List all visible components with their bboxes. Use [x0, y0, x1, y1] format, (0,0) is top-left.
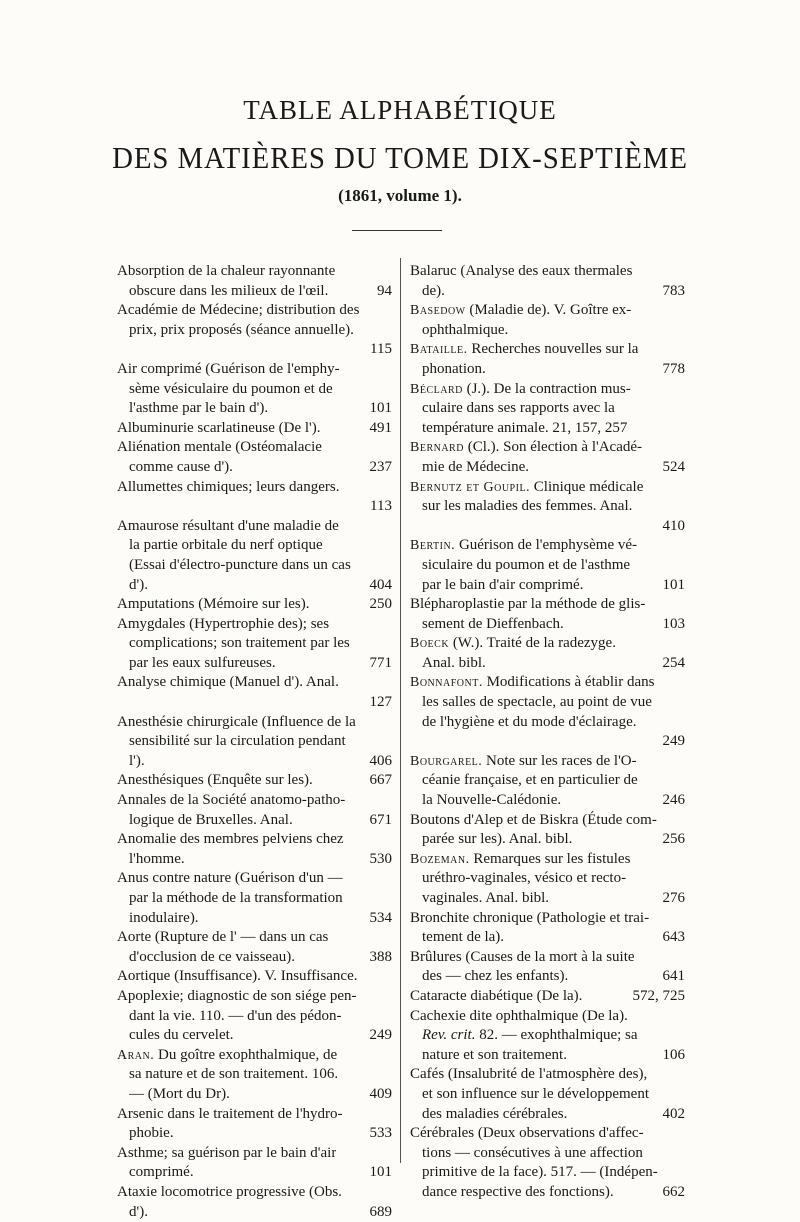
entry-text: Cafés (Insalubrité de l'atmosphère des), [410, 1065, 647, 1085]
index-entry [117, 419, 392, 439]
entry-line [117, 321, 392, 341]
index-entry [410, 595, 685, 634]
entry-line [410, 869, 685, 889]
entry-text: sement de Dieffenbach. [422, 615, 564, 635]
entry-line [410, 693, 685, 713]
entry-line [410, 752, 685, 772]
entry-line [117, 987, 392, 1007]
entry-text: Allumettes chimiques; leurs dangers. [117, 478, 339, 498]
entry-line [410, 830, 685, 850]
entry-text: primitive de la face). 517. — (Indépen- [422, 1163, 658, 1183]
entry-text: Aorte (Rupture de l' — dans un cas [117, 928, 328, 948]
entry-text: de). [422, 282, 445, 302]
entry-line [410, 967, 685, 987]
index-entry [410, 1065, 685, 1124]
column-divider [400, 258, 401, 1163]
entry-text: nature et son traitement. [422, 1046, 567, 1066]
entry-line [410, 1007, 685, 1027]
entry-text: Balaruc (Analyse des eaux thermales [410, 262, 632, 282]
entry-text: Bernutz et Goupil. Clinique médicale [410, 478, 643, 498]
index-entry [117, 791, 392, 830]
entry-line [410, 360, 685, 380]
entry-line [117, 399, 392, 419]
page-number: 572, 725 [629, 987, 686, 1007]
entry-line [410, 615, 685, 635]
entry-line [410, 301, 685, 321]
entry-line [117, 282, 392, 302]
title-rule [352, 230, 442, 231]
entry-text: Anus contre nature (Guérison d'un — [117, 869, 343, 889]
title-line-1: TABLE ALPHABÉTIQUE [0, 95, 800, 126]
page-number: 667 [366, 771, 393, 791]
entry-line [117, 771, 392, 791]
index-entry [410, 262, 685, 301]
index-entry [410, 811, 685, 850]
entry-line [117, 360, 392, 380]
entry-line [117, 301, 392, 321]
index-entry [117, 1144, 392, 1183]
page-number: 402 [659, 1105, 686, 1125]
entry-line [117, 380, 392, 400]
entry-text: tement de la). [422, 928, 504, 948]
index-entry [117, 1105, 392, 1144]
entry-line [117, 948, 392, 968]
index-entry [410, 301, 685, 340]
entry-text: mie de Médecine. [422, 458, 529, 478]
entry-line [410, 262, 685, 282]
index-entry [117, 301, 392, 360]
entry-text: Anesthésie chirurgicale (Influence de la [117, 713, 356, 733]
entry-text: uréthro-vaginales, vésico et recto- [422, 869, 626, 889]
entry-line [410, 419, 685, 439]
entry-line [117, 1105, 392, 1125]
index-entry [117, 673, 392, 712]
index-entry [410, 380, 685, 439]
entry-line [410, 458, 685, 478]
entry-text: Apoplexie; diagnostic de son siége pen- [117, 987, 357, 1007]
index-entry [117, 360, 392, 419]
index-entry [410, 987, 685, 1007]
index-entry [117, 713, 392, 772]
entry-text: Boeck (W.). Traité de la radezyge. [410, 634, 616, 654]
page-number: 237 [366, 458, 393, 478]
page-number: 103 [659, 615, 686, 635]
page-number: 662 [659, 1183, 686, 1203]
index-entry [410, 340, 685, 379]
index-entry [410, 752, 685, 811]
entry-text: Bataille. Recherches nouvelles sur la [410, 340, 638, 360]
entry-line [410, 850, 685, 870]
index-entry [117, 517, 392, 595]
entry-line [117, 928, 392, 948]
entry-line [410, 673, 685, 693]
entry-text: des — chez les enfants). [422, 967, 568, 987]
entry-line [117, 262, 392, 282]
entry-text: dance respective des fonctions). [422, 1183, 614, 1203]
entry-text: Ataxie locomotrice progressive (Obs. [117, 1183, 342, 1203]
entry-line [117, 1085, 392, 1105]
entry-text: culaire dans ses rapports avec la [422, 399, 615, 419]
page-number: 783 [659, 282, 686, 302]
entry-line [410, 1065, 685, 1085]
index-entry [117, 262, 392, 301]
entry-line [410, 321, 685, 341]
entry-text: Bozeman. Remarques sur les fistules [410, 850, 630, 870]
index-entry [410, 438, 685, 477]
entry-text: par la méthode de la transformation [129, 889, 343, 909]
entry-text: l'homme. [129, 850, 185, 870]
index-entry [117, 1183, 392, 1222]
entry-line [117, 850, 392, 870]
index-entry [117, 1046, 392, 1105]
entry-text: Blépharoplastie par la méthode de glis- [410, 595, 645, 615]
entry-line [117, 340, 392, 360]
entry-text: les salles de spectacle, au point de vue [422, 693, 652, 713]
entry-text: Annales de la Société anatomo-patho- [117, 791, 345, 811]
entry-line [410, 478, 685, 498]
entry-line [117, 732, 392, 752]
entry-line [410, 1183, 685, 1203]
entry-text: Asthme; sa guérison par le bain d'air [117, 1144, 336, 1164]
entry-line [117, 438, 392, 458]
entry-text: Anal. bibl. [422, 654, 486, 674]
entry-text: Basedow (Maladie de). V. Goître ex- [410, 301, 631, 321]
page-number: 249 [659, 732, 686, 752]
entry-line [117, 576, 392, 596]
entry-line [410, 713, 685, 733]
index-entry [117, 869, 392, 928]
entry-text: d'). [129, 576, 148, 596]
entry-text: Boutons d'Alep et de Biskra (Étude com- [410, 811, 657, 831]
entry-line [410, 1046, 685, 1066]
index-entry [117, 928, 392, 967]
entry-text: phonation. [422, 360, 486, 380]
index-entry [117, 987, 392, 1046]
entry-text: vaginales. Anal. bibl. [422, 889, 549, 909]
entry-line [410, 948, 685, 968]
entry-line [117, 517, 392, 537]
entry-line [410, 595, 685, 615]
entry-text: obscure dans les milieux de l'œil. [129, 282, 328, 302]
page-number: 101 [366, 399, 393, 419]
entry-text: (Essai d'électro-puncture dans un cas [129, 556, 351, 576]
entry-line [117, 536, 392, 556]
entry-line [410, 1026, 685, 1046]
entry-line [410, 987, 685, 1007]
entry-text: de l'hygiène et du mode d'éclairage. [422, 713, 636, 733]
page-number: 778 [659, 360, 686, 380]
entry-line [117, 654, 392, 674]
entry-text: température animale. 21, 157, 257 [422, 419, 627, 439]
page-number: 254 [659, 654, 686, 674]
page-number: 115 [366, 340, 392, 360]
page-number: 771 [366, 654, 393, 674]
entry-line [117, 1163, 392, 1183]
entry-line [410, 399, 685, 419]
entry-line [117, 830, 392, 850]
entry-text: Albuminurie scarlatineuse (De l'). [117, 419, 320, 439]
title-line-2: DES MATIÈRES DU TOME DIX-SEPTIÈME [28, 140, 772, 176]
entry-line [117, 1183, 392, 1203]
page-number: 409 [366, 1085, 393, 1105]
entry-line [117, 967, 392, 987]
page-number: 106 [659, 1046, 686, 1066]
entry-line [410, 811, 685, 831]
entry-text: Arsenic dans le traitement de l'hydro- [117, 1105, 343, 1125]
entry-text: ophthalmique. [422, 321, 508, 341]
entry-text: Amputations (Mémoire sur les). [117, 595, 309, 615]
entry-line [117, 595, 392, 615]
entry-text: Bertin. Guérison de l'emphysème vé- [410, 536, 637, 556]
index-entry [410, 948, 685, 987]
entry-text: Anomalie des membres pelviens chez [117, 830, 344, 850]
index-entry [410, 478, 685, 537]
entry-text: Amaurose résultant d'une maladie de [117, 517, 339, 537]
entry-text: des maladies cérébrales. [422, 1105, 567, 1125]
entry-text: par le bain d'air comprimé. [422, 576, 583, 596]
page-number: 689 [366, 1203, 393, 1222]
entry-text: Air comprimé (Guérison de l'emphy- [117, 360, 340, 380]
page-number: 256 [659, 830, 686, 850]
entry-text: cules du cervelet. [129, 1026, 234, 1046]
entry-line [117, 634, 392, 654]
index-entry [410, 673, 685, 751]
entry-text: Anesthésiques (Enquête sur les). [117, 771, 313, 791]
entry-text: céanie française, et en particulier de [422, 771, 638, 791]
entry-text: Aliénation mentale (Ostéomalacie [117, 438, 322, 458]
page-number: 388 [366, 948, 393, 968]
page-number: 127 [366, 693, 393, 713]
entry-text: Rev. crit. 82. — exophthalmique; sa [422, 1026, 638, 1046]
entry-text: Analyse chimique (Manuel d'). Anal. [117, 673, 339, 693]
entry-line [117, 673, 392, 693]
page-number: 524 [659, 458, 686, 478]
entry-text: Académie de Médecine; distribution des [117, 301, 359, 321]
entry-line [410, 517, 685, 537]
entry-text: sa nature et de son traitement. 106. [129, 1065, 338, 1085]
entry-line [410, 1085, 685, 1105]
entry-text: l'asthme par le bain d'). [129, 399, 268, 419]
entry-text: sur les maladies des femmes. Anal. [422, 497, 632, 517]
entry-line [117, 693, 392, 713]
entry-text: Bernard (Cl.). Son élection à l'Acadé- [410, 438, 642, 458]
right-column [410, 262, 685, 1203]
entry-line [410, 1124, 685, 1144]
entry-line [117, 889, 392, 909]
index-entry [410, 1124, 685, 1202]
entry-line [410, 556, 685, 576]
index-entry [117, 771, 392, 791]
entry-line [410, 889, 685, 909]
entry-text: Brûlures (Causes de la mort à la suite [410, 948, 635, 968]
index-entry [410, 536, 685, 595]
index-entry [410, 634, 685, 673]
page-number: 101 [366, 1163, 393, 1183]
entry-line [410, 928, 685, 948]
index-entry [117, 830, 392, 869]
entry-text: inodulaire). [129, 909, 199, 929]
subtitle: (1861, volume 1). [0, 186, 800, 206]
page-number: 671 [366, 811, 393, 831]
entry-line [117, 1144, 392, 1164]
entry-text: Bonnafont. Modifications à établir dans [410, 673, 654, 693]
entry-line [410, 634, 685, 654]
page-number: 404 [366, 576, 393, 596]
entry-line [410, 340, 685, 360]
page-number: 406 [366, 752, 393, 772]
left-column [117, 262, 392, 1222]
entry-text: la Nouvelle-Calédonie. [422, 791, 561, 811]
entry-line [117, 909, 392, 929]
entry-text: Aran. Du goître exophthalmique, de [117, 1046, 337, 1066]
entry-line [410, 380, 685, 400]
entry-text: prix, prix proposés (séance annuelle). [129, 321, 354, 341]
entry-text: Bourgarel. Note sur les races de l'O- [410, 752, 637, 772]
entry-line [117, 478, 392, 498]
entry-text: Aortique (Insuffisance). V. Insuffisance. [117, 967, 358, 987]
entry-text: complications; son traitement par les [129, 634, 350, 654]
entry-text: Cataracte diabétique (De la). [410, 987, 582, 1007]
page-number: 491 [366, 419, 393, 439]
entry-text: Absorption de la chaleur rayonnante [117, 262, 335, 282]
entry-line [410, 497, 685, 517]
page-number: 249 [366, 1026, 393, 1046]
entry-text: par les eaux sulfureuses. [129, 654, 276, 674]
entry-line [117, 458, 392, 478]
entry-text: et son influence sur le développement [422, 1085, 649, 1105]
entry-text: logique de Bruxelles. Anal. [129, 811, 293, 831]
entry-line [410, 791, 685, 811]
entry-line [117, 869, 392, 889]
entry-line [117, 556, 392, 576]
entry-line [117, 752, 392, 772]
entry-line [410, 1144, 685, 1164]
entry-text: la partie orbitale du nerf optique [129, 536, 323, 556]
entry-text: Amygdales (Hypertrophie des); ses [117, 615, 329, 635]
page-number: 101 [659, 576, 686, 596]
page-number: 94 [373, 282, 392, 302]
entry-line [410, 576, 685, 596]
entry-line [117, 1046, 392, 1066]
page-number: 643 [659, 928, 686, 948]
entry-text: parée sur les). Anal. bibl. [422, 830, 572, 850]
entry-text: comprimé. [129, 1163, 194, 1183]
entry-line [410, 438, 685, 458]
index-entry [410, 909, 685, 948]
entry-line [117, 419, 392, 439]
entry-text: phobie. [129, 1124, 174, 1144]
entry-line [117, 1026, 392, 1046]
entry-line [117, 1007, 392, 1027]
entry-text: siculaire du poumon et de l'asthme [422, 556, 630, 576]
entry-text: d'). [129, 1203, 148, 1222]
entry-line [117, 615, 392, 635]
entry-line [117, 713, 392, 733]
page-number: 641 [659, 967, 686, 987]
entry-line [410, 909, 685, 929]
entry-line [410, 771, 685, 791]
page-number: 534 [366, 909, 393, 929]
entry-text: Béclard (J.). De la contraction mus- [410, 380, 631, 400]
index-entry [410, 1007, 685, 1066]
entry-line [117, 1065, 392, 1085]
page-number: 246 [659, 791, 686, 811]
entry-line [410, 654, 685, 674]
entry-text: Cérébrales (Deux observations d'affec- [410, 1124, 644, 1144]
entry-text: l'). [129, 752, 145, 772]
entry-line [410, 1163, 685, 1183]
entry-text: tions — consécutives à une affection [422, 1144, 643, 1164]
entry-line [117, 1124, 392, 1144]
page-number: 410 [659, 517, 686, 537]
entry-text: — (Mort du Dr). [129, 1085, 230, 1105]
entry-line [117, 497, 392, 517]
entry-line [410, 536, 685, 556]
entry-text: comme cause d'). [129, 458, 233, 478]
entry-text: dant la vie. 110. — d'un des pédon- [129, 1007, 342, 1027]
entry-line [410, 282, 685, 302]
entry-line [117, 1203, 392, 1222]
index-entry [117, 438, 392, 477]
entry-line [410, 1105, 685, 1125]
page-number: 276 [659, 889, 686, 909]
index-entry [117, 478, 392, 517]
entry-text: Bronchite chronique (Pathologie et trai- [410, 909, 649, 929]
page-number: 533 [366, 1124, 393, 1144]
page-number: 113 [366, 497, 392, 517]
entry-text: d'occlusion de ce vaisseau). [129, 948, 295, 968]
entry-line [117, 791, 392, 811]
page-number: 250 [366, 595, 393, 615]
entry-line [410, 732, 685, 752]
page-number: 530 [366, 850, 393, 870]
entry-text: sème vésiculaire du poumon et de [129, 380, 333, 400]
index-entry [117, 615, 392, 674]
index-entry [410, 850, 685, 909]
index-entry [117, 595, 392, 615]
entry-line [117, 811, 392, 831]
index-entry [117, 967, 392, 987]
entry-text: sensibilité sur la circulation pendant [129, 732, 346, 752]
entry-text: Cachexie dite ophthalmique (De la). [410, 1007, 628, 1027]
